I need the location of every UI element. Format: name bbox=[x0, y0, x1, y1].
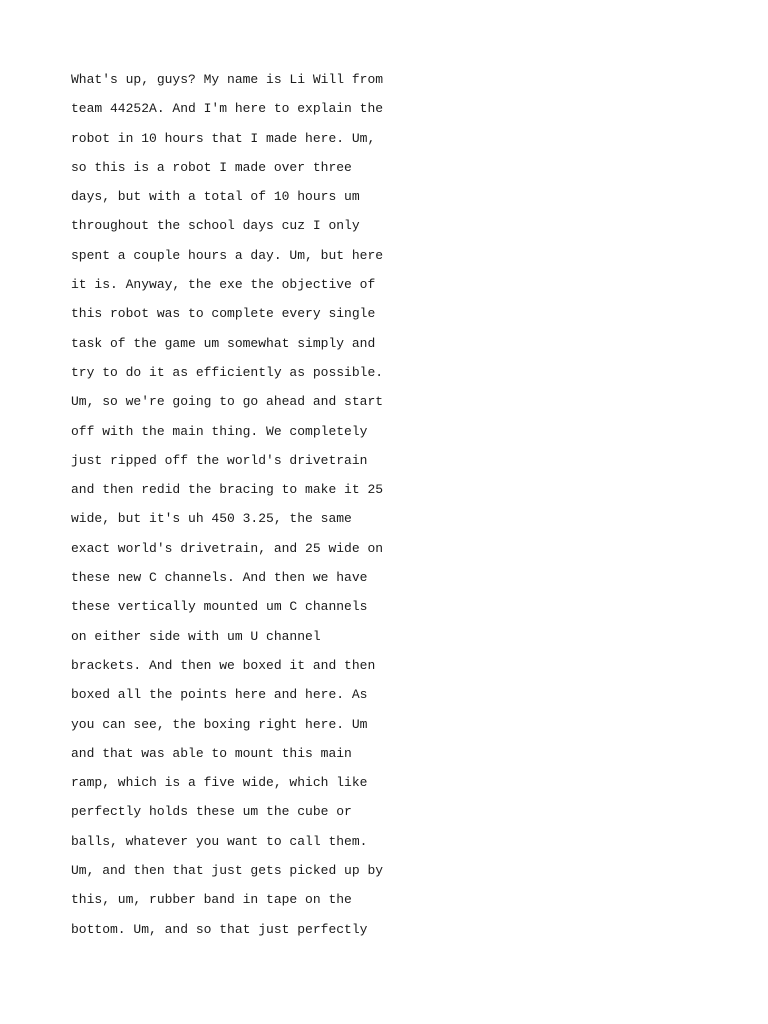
text-line: and that was able to mount this main bbox=[71, 745, 352, 761]
text-line: and then redid the bracing to make it 25 bbox=[71, 482, 384, 498]
text-line: this robot was to complete every single bbox=[71, 306, 376, 322]
text-line: team 44252A. And I'm here to explain the bbox=[71, 101, 384, 117]
text-line: ramp, which is a five wide, which like bbox=[71, 775, 368, 791]
text-line: wide, but it's uh 450 3.25, the same bbox=[71, 511, 352, 527]
text-line: off with the main thing. We completely bbox=[71, 423, 368, 439]
text-line: What's up, guys? My name is Li Will from bbox=[71, 72, 384, 87]
text-line: perfectly holds these um the cube or bbox=[71, 804, 352, 820]
text-line: days, but with a total of 10 hours um bbox=[71, 189, 360, 205]
text-line: Um, and then that just gets picked up by bbox=[71, 863, 384, 879]
text-line: this, um, rubber band in tape on the bbox=[71, 892, 352, 908]
text-line: these new C channels. And then we have bbox=[71, 570, 368, 586]
text-line: try to do it as efficiently as possible. bbox=[71, 364, 384, 380]
text-line: these vertically mounted um C channels bbox=[71, 599, 368, 615]
text-line: throughout the school days cuz I only bbox=[71, 218, 360, 234]
text-line: just ripped off the world's drivetrain bbox=[71, 452, 368, 468]
text-line: on either side with um U channel bbox=[71, 628, 321, 644]
text-line: spent a couple hours a day. Um, but here bbox=[71, 247, 384, 263]
text-line: it is. Anyway, the exe the objective of bbox=[71, 277, 376, 293]
transcript-text bbox=[71, 70, 383, 949]
text-line: robot in 10 hours that I made here. Um, bbox=[71, 130, 376, 146]
text-line: brackets. And then we boxed it and then bbox=[71, 657, 376, 673]
text-line: bottom. Um, and so that just perfectly bbox=[71, 921, 368, 937]
text-line: you can see, the boxing right here. Um bbox=[71, 716, 368, 732]
text-line: balls, whatever you want to call them. bbox=[71, 833, 368, 849]
text-line: task of the game um somewhat simply and bbox=[71, 335, 376, 351]
text-line: Um, so we're going to go ahead and start bbox=[71, 394, 384, 410]
text-line: so this is a robot I made over three bbox=[71, 159, 352, 175]
text-line: exact world's drivetrain, and 25 wide on bbox=[71, 540, 384, 556]
text-line: boxed all the points here and here. As bbox=[71, 687, 368, 703]
